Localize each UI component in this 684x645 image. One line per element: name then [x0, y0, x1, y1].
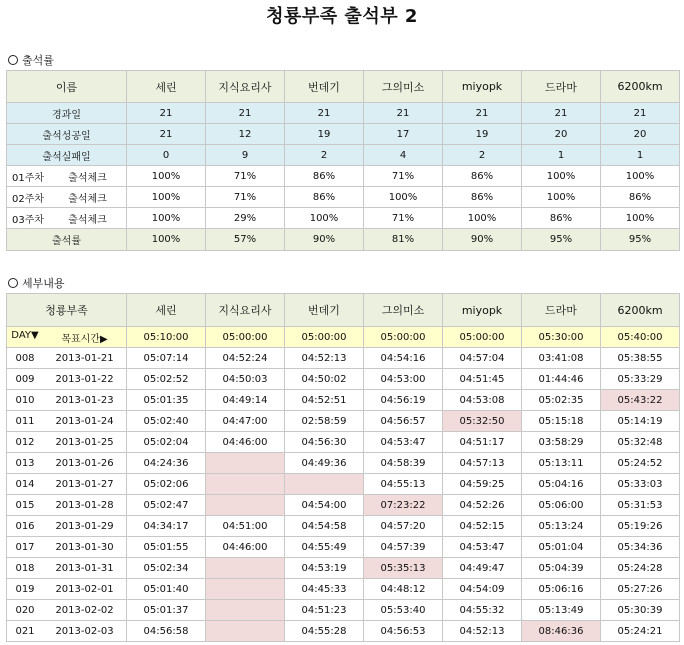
- summary-value: 21: [522, 103, 601, 124]
- week-check-label: 출석체크: [68, 214, 107, 226]
- week-check-label: 출석체크: [68, 172, 107, 184]
- table-row: [7, 516, 680, 537]
- target-time-value: 05:00:00: [206, 327, 285, 348]
- time-cell: 04:51:23: [285, 600, 364, 621]
- date: 2013-01-24: [55, 415, 114, 427]
- day-date-cell: [7, 516, 127, 537]
- day-date-cell: [7, 411, 127, 432]
- table-row: [7, 432, 680, 453]
- time-cell: 04:52:13: [285, 348, 364, 369]
- time-cell: 04:54:00: [285, 495, 364, 516]
- summary-value: 12: [206, 124, 285, 145]
- rate-value: 100%: [127, 229, 206, 251]
- summary-label: 출석실패일: [7, 145, 127, 166]
- day-number: 012: [15, 436, 35, 448]
- week-value: 100%: [127, 166, 206, 187]
- time-cell: 05:24:52: [601, 453, 680, 474]
- time-cell: 05:33:03: [601, 474, 680, 495]
- target-time-value: 05:40:00: [601, 327, 680, 348]
- date: 2013-01-28: [55, 499, 114, 511]
- week-value: 71%: [364, 166, 443, 187]
- table-row: [7, 537, 680, 558]
- time-cell: 05:27:26: [601, 579, 680, 600]
- summary-value: 21: [206, 103, 285, 124]
- time-cell: 05:13:24: [522, 516, 601, 537]
- section-attendance-label: [8, 52, 54, 68]
- day-date-cell: [7, 474, 127, 495]
- date: 2013-01-29: [55, 520, 114, 532]
- day-date-cell: [7, 558, 127, 579]
- attendance-detail-table: [6, 293, 680, 642]
- time-cell: 05:53:40: [364, 600, 443, 621]
- week-value: 100%: [285, 208, 364, 229]
- date: 2013-01-21: [55, 352, 114, 364]
- day-date-cell: [7, 432, 127, 453]
- time-cell: 04:53:47: [364, 432, 443, 453]
- summary-value: 2: [443, 145, 522, 166]
- time-cell: 03:58:29: [522, 432, 601, 453]
- time-cell: 05:02:04: [127, 432, 206, 453]
- week-value: 86%: [285, 187, 364, 208]
- summary-value: 4: [364, 145, 443, 166]
- time-cell: 05:24:28: [601, 558, 680, 579]
- member-header: 드라마: [522, 71, 601, 103]
- missed-time-cell: [206, 474, 285, 495]
- time-cell: 05:02:06: [127, 474, 206, 495]
- member-header: 번데기: [285, 294, 364, 327]
- rate-value: 95%: [601, 229, 680, 251]
- target-time-value: 05:00:00: [443, 327, 522, 348]
- section-attendance-text: 출석률: [22, 54, 54, 67]
- time-cell: 05:06:00: [522, 495, 601, 516]
- table-row: [7, 348, 680, 369]
- date: 2013-02-03: [55, 625, 114, 637]
- date: 2013-01-31: [55, 562, 114, 574]
- member-header: miyopk: [443, 294, 522, 327]
- week-value: 100%: [601, 208, 680, 229]
- time-cell: 05:34:36: [601, 537, 680, 558]
- time-cell: 01:44:46: [522, 369, 601, 390]
- summary-row: [7, 124, 680, 145]
- rate-value: 95%: [522, 229, 601, 251]
- rate-value: 90%: [443, 229, 522, 251]
- day-number: 015: [15, 499, 35, 511]
- missed-time-cell: [206, 621, 285, 642]
- time-cell: 04:52:26: [443, 495, 522, 516]
- missed-time-cell: 05:35:13: [364, 558, 443, 579]
- summary-value: 2: [285, 145, 364, 166]
- time-cell: 04:51:17: [443, 432, 522, 453]
- time-cell: 05:15:18: [522, 411, 601, 432]
- week-value: 29%: [206, 208, 285, 229]
- time-cell: 04:56:19: [364, 390, 443, 411]
- target-time-value: 05:00:00: [364, 327, 443, 348]
- missed-time-cell: [206, 600, 285, 621]
- missed-time-cell: [285, 474, 364, 495]
- time-cell: 04:58:39: [364, 453, 443, 474]
- rate-row: [7, 229, 680, 251]
- time-cell: 04:55:13: [364, 474, 443, 495]
- date: 2013-01-26: [55, 457, 114, 469]
- time-cell: 05:01:04: [522, 537, 601, 558]
- table-row: [7, 579, 680, 600]
- time-cell: 04:56:58: [127, 621, 206, 642]
- target-time-label: 목표시간▶: [61, 333, 108, 345]
- time-cell: 05:04:16: [522, 474, 601, 495]
- time-cell: 04:52:15: [443, 516, 522, 537]
- time-cell: 04:34:17: [127, 516, 206, 537]
- date: 2013-01-22: [55, 373, 114, 385]
- day-number: 021: [15, 625, 35, 637]
- member-header: 드라마: [522, 294, 601, 327]
- time-cell: 04:50:02: [285, 369, 364, 390]
- date: 2013-01-23: [55, 394, 114, 406]
- time-cell: 04:46:00: [206, 537, 285, 558]
- member-header: 세린: [127, 71, 206, 103]
- day-date-cell: [7, 600, 127, 621]
- date: 2013-01-27: [55, 478, 114, 490]
- summary-value: 20: [601, 124, 680, 145]
- time-cell: 05:13:11: [522, 453, 601, 474]
- time-cell: 05:02:40: [127, 411, 206, 432]
- table-row: [7, 495, 680, 516]
- time-cell: 05:24:21: [601, 621, 680, 642]
- week-value: 100%: [127, 187, 206, 208]
- section-detail-label: [8, 275, 65, 291]
- summary-value: 20: [522, 124, 601, 145]
- week-row: [7, 187, 680, 208]
- time-cell: 05:32:48: [601, 432, 680, 453]
- day-date-cell: [7, 579, 127, 600]
- week-value: 86%: [443, 166, 522, 187]
- week-label: 03주차: [11, 214, 45, 226]
- time-cell: 04:53:47: [443, 537, 522, 558]
- date: 2013-02-01: [55, 583, 114, 595]
- time-cell: 05:13:49: [522, 600, 601, 621]
- target-time-row: [7, 327, 680, 348]
- summary-label: 출석성공일: [7, 124, 127, 145]
- time-cell: 04:50:03: [206, 369, 285, 390]
- time-cell: 04:53:19: [285, 558, 364, 579]
- time-cell: 04:49:36: [285, 453, 364, 474]
- summary-value: 21: [285, 103, 364, 124]
- day-number: 019: [15, 583, 35, 595]
- week-value: 71%: [364, 208, 443, 229]
- week-row: [7, 208, 680, 229]
- missed-time-cell: 05:32:50: [443, 411, 522, 432]
- page-title: 청룡부족 출석부 2: [266, 6, 418, 27]
- time-cell: 05:02:47: [127, 495, 206, 516]
- week-label-cell: [7, 208, 127, 229]
- time-cell: 04:55:49: [285, 537, 364, 558]
- day-number: 013: [15, 457, 35, 469]
- missed-time-cell: [206, 495, 285, 516]
- member-header: 세린: [127, 294, 206, 327]
- rate-value: 81%: [364, 229, 443, 251]
- member-header: 번데기: [285, 71, 364, 103]
- summary-value: 21: [127, 124, 206, 145]
- time-cell: 04:53:08: [443, 390, 522, 411]
- day-label: DAY▼: [11, 329, 39, 341]
- detail-header-row: [7, 294, 680, 327]
- day-number: 018: [15, 562, 35, 574]
- missed-time-cell: 07:23:22: [364, 495, 443, 516]
- time-cell: 04:53:00: [364, 369, 443, 390]
- date: 2013-01-30: [55, 541, 114, 553]
- target-time-value: 05:00:00: [285, 327, 364, 348]
- week-value: 71%: [206, 187, 285, 208]
- time-cell: 04:57:39: [364, 537, 443, 558]
- target-label-cell: [7, 327, 127, 348]
- table-row: [7, 474, 680, 495]
- summary-value: 19: [285, 124, 364, 145]
- time-cell: 04:57:13: [443, 453, 522, 474]
- time-cell: 03:41:08: [522, 348, 601, 369]
- rate-label: 출석률: [7, 229, 127, 251]
- time-cell: 04:48:12: [364, 579, 443, 600]
- week-value: 86%: [522, 208, 601, 229]
- target-time-value: 05:10:00: [127, 327, 206, 348]
- member-header: 지식요리사: [206, 71, 285, 103]
- time-cell: 04:51:00: [206, 516, 285, 537]
- table-header-row: [7, 71, 680, 103]
- missed-time-cell: 05:43:22: [601, 390, 680, 411]
- week-label: 02주차: [11, 193, 45, 205]
- time-cell: 05:38:55: [601, 348, 680, 369]
- day-date-cell: [7, 495, 127, 516]
- week-check-label: 출석체크: [68, 193, 107, 205]
- time-cell: 04:57:04: [443, 348, 522, 369]
- table-row: [7, 411, 680, 432]
- time-cell: 05:04:39: [522, 558, 601, 579]
- time-cell: 04:55:32: [443, 600, 522, 621]
- day-number: 017: [15, 541, 35, 553]
- day-date-cell: [7, 390, 127, 411]
- time-cell: 05:02:34: [127, 558, 206, 579]
- member-header: 그의미소: [364, 71, 443, 103]
- time-cell: 04:54:16: [364, 348, 443, 369]
- rate-value: 90%: [285, 229, 364, 251]
- missed-time-cell: [206, 453, 285, 474]
- summary-value: 0: [127, 145, 206, 166]
- member-header: 그의미소: [364, 294, 443, 327]
- day-date-cell: [7, 348, 127, 369]
- day-number: 016: [15, 520, 35, 532]
- summary-value: 21: [364, 103, 443, 124]
- table-row: [7, 558, 680, 579]
- date: 2013-02-02: [55, 604, 114, 616]
- member-header: 6200km: [601, 294, 680, 327]
- time-cell: 04:56:30: [285, 432, 364, 453]
- time-cell: 05:06:16: [522, 579, 601, 600]
- member-header: 6200km: [601, 71, 680, 103]
- time-cell: 05:01:40: [127, 579, 206, 600]
- summary-row: [7, 103, 680, 124]
- summary-value: 21: [443, 103, 522, 124]
- day-number: 014: [15, 478, 35, 490]
- time-cell: 05:33:29: [601, 369, 680, 390]
- time-cell: 05:14:19: [601, 411, 680, 432]
- day-date-cell: [7, 537, 127, 558]
- header-name-label: 이름: [7, 71, 127, 103]
- time-cell: 04:57:20: [364, 516, 443, 537]
- table-row: [7, 600, 680, 621]
- time-cell: 04:51:45: [443, 369, 522, 390]
- week-row: [7, 166, 680, 187]
- time-cell: 04:54:58: [285, 516, 364, 537]
- day-number: 011: [15, 415, 35, 427]
- member-header: miyopk: [443, 71, 522, 103]
- date: 2013-01-25: [55, 436, 114, 448]
- time-cell: 05:30:39: [601, 600, 680, 621]
- day-number: 008: [15, 352, 35, 364]
- day-number: 009: [15, 373, 35, 385]
- week-label: 01주차: [11, 172, 45, 184]
- rate-value: 57%: [206, 229, 285, 251]
- missed-time-cell: [206, 558, 285, 579]
- time-cell: 04:56:53: [364, 621, 443, 642]
- day-number: 010: [15, 394, 35, 406]
- circle-bullet-icon: [8, 55, 18, 65]
- attendance-rate-table: [6, 70, 680, 251]
- time-cell: 02:58:59: [285, 411, 364, 432]
- week-value: 71%: [206, 166, 285, 187]
- week-value: 100%: [522, 166, 601, 187]
- week-value: 100%: [601, 166, 680, 187]
- day-date-cell: [7, 369, 127, 390]
- week-value: 100%: [522, 187, 601, 208]
- week-value: 100%: [127, 208, 206, 229]
- section-detail-text: 세부내용: [22, 277, 65, 290]
- circle-bullet-icon: [8, 278, 18, 288]
- summary-value: 21: [601, 103, 680, 124]
- summary-value: 1: [522, 145, 601, 166]
- time-cell: 04:47:00: [206, 411, 285, 432]
- time-cell: 04:52:13: [443, 621, 522, 642]
- missed-time-cell: [206, 579, 285, 600]
- summary-value: 17: [364, 124, 443, 145]
- time-cell: 04:59:25: [443, 474, 522, 495]
- time-cell: 04:49:47: [443, 558, 522, 579]
- time-cell: 04:24:36: [127, 453, 206, 474]
- time-cell: 04:54:09: [443, 579, 522, 600]
- week-value: 100%: [443, 208, 522, 229]
- day-date-cell: [7, 453, 127, 474]
- summary-value: 19: [443, 124, 522, 145]
- time-cell: 05:01:35: [127, 390, 206, 411]
- time-cell: 04:45:33: [285, 579, 364, 600]
- week-value: 86%: [443, 187, 522, 208]
- time-cell: 05:02:52: [127, 369, 206, 390]
- table-row: [7, 390, 680, 411]
- time-cell: 04:52:24: [206, 348, 285, 369]
- missed-time-cell: 08:46:36: [522, 621, 601, 642]
- time-cell: 05:01:37: [127, 600, 206, 621]
- day-date-cell: [7, 621, 127, 642]
- time-cell: 04:46:00: [206, 432, 285, 453]
- summary-value: 21: [127, 103, 206, 124]
- summary-value: 9: [206, 145, 285, 166]
- member-header: 지식요리사: [206, 294, 285, 327]
- table-row: [7, 453, 680, 474]
- table-row: [7, 621, 680, 642]
- summary-label: 경과일: [7, 103, 127, 124]
- target-time-value: 05:30:00: [522, 327, 601, 348]
- summary-value: 1: [601, 145, 680, 166]
- time-cell: 05:02:35: [522, 390, 601, 411]
- time-cell: 05:31:53: [601, 495, 680, 516]
- time-cell: 04:56:57: [364, 411, 443, 432]
- week-label-cell: [7, 166, 127, 187]
- summary-row: [7, 145, 680, 166]
- time-cell: 05:19:26: [601, 516, 680, 537]
- table-row: [7, 369, 680, 390]
- time-cell: 04:49:14: [206, 390, 285, 411]
- week-label-cell: [7, 187, 127, 208]
- day-number: 020: [15, 604, 35, 616]
- detail-header-label: 청룡부족: [7, 294, 127, 327]
- week-value: 86%: [285, 166, 364, 187]
- week-value: 86%: [601, 187, 680, 208]
- time-cell: 04:55:28: [285, 621, 364, 642]
- time-cell: 04:52:51: [285, 390, 364, 411]
- time-cell: 05:01:55: [127, 537, 206, 558]
- week-value: 100%: [364, 187, 443, 208]
- time-cell: 05:07:14: [127, 348, 206, 369]
